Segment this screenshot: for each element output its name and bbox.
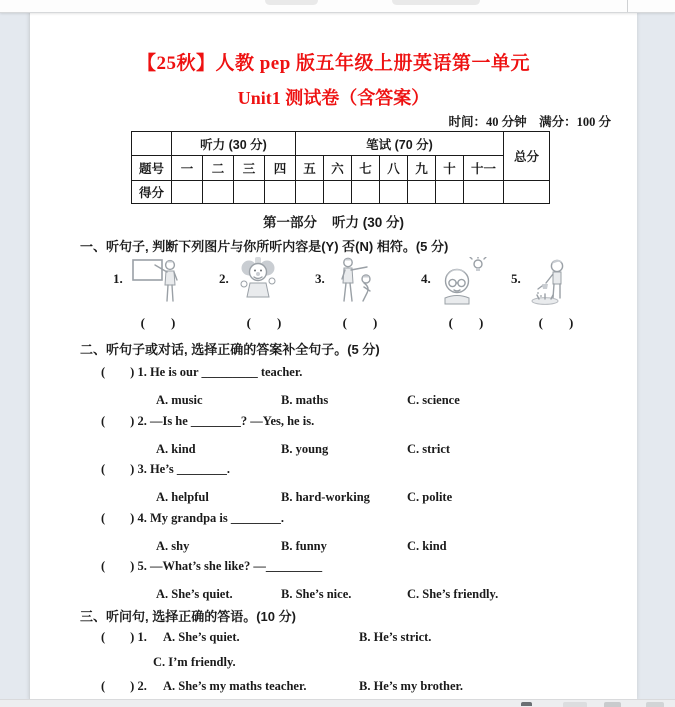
option-b: B. She’s nice. xyxy=(281,587,352,601)
picture-number: 2. xyxy=(219,271,229,286)
question-number-cell: 四 xyxy=(265,156,296,181)
score-entry-cell xyxy=(380,181,408,204)
option-a: A. kind xyxy=(156,441,196,456)
answer-bracket: ( ) xyxy=(342,315,378,330)
listening-mc-question xyxy=(101,510,447,560)
option-c: C. strict xyxy=(407,441,451,456)
boy-watering-plants-icon xyxy=(529,257,575,307)
listening-mc-question xyxy=(101,365,460,414)
question-number-cell: 八 xyxy=(380,156,408,181)
answer-bracket: ( ) xyxy=(140,315,176,330)
bottom-tool-icon-2[interactable] xyxy=(563,702,587,707)
picture-number: 1. xyxy=(113,271,123,286)
section1-title: 一、听句子, 判断下列图片与你所听内容是(Y) 否(N) 相符。(5 分) xyxy=(80,239,449,254)
score-label-cell: 得分 xyxy=(132,181,172,204)
option-b: B. He’s my brother. xyxy=(359,679,464,693)
part1-heading: 第一部分 听力 (30 分) xyxy=(262,215,404,230)
written-header-cell: 笔试 (70 分) xyxy=(296,132,504,156)
option-c: C. kind xyxy=(407,538,447,553)
option-b: B. young xyxy=(281,441,329,456)
question-stem: ( ) 4. My grandpa is ________. xyxy=(101,510,284,525)
option-a: A. helpful xyxy=(156,490,209,504)
option-c: C. polite xyxy=(407,490,453,504)
score-entry-cell xyxy=(265,181,296,204)
option-a: A. She’s quiet. xyxy=(163,630,240,644)
toolbar-divider xyxy=(627,0,628,12)
option-b: B. maths xyxy=(281,393,329,407)
question-number-cell: 一 xyxy=(172,156,203,181)
picture-item-man-pointing-with-child xyxy=(315,257,419,335)
option-b: B. He’s strict. xyxy=(359,630,432,644)
question-number-cell: 五 xyxy=(296,156,324,181)
total-header-cell: 总分 xyxy=(504,132,550,181)
document-page xyxy=(29,12,637,700)
time-score-info: 时间：40 分钟 满分：100 分 xyxy=(448,115,611,129)
option-c: C. I’m friendly. xyxy=(153,654,236,669)
option-a: A. shy xyxy=(156,538,190,553)
page-title-line1: 【25秋】人教 pep 版五年级上册英语第一单元 xyxy=(136,53,531,74)
question-number-cell: 二 xyxy=(203,156,234,181)
picture-item-teacher-at-blackboard xyxy=(113,257,217,335)
option-b: B. hard-working xyxy=(281,490,370,504)
picture-item-girl-with-lightbulb xyxy=(421,257,525,335)
option-a: A. She’s my maths teacher. xyxy=(163,679,307,693)
question-number-cell: 九 xyxy=(408,156,436,181)
option-a: A. She’s quiet. xyxy=(156,587,233,601)
section2-title: 二、听句子或对话, 选择正确的答案补全句子。(5 分) xyxy=(80,342,380,357)
question-stem: ( ) 2. xyxy=(101,679,147,693)
bottom-tool-icon-1[interactable] xyxy=(521,702,532,706)
picture-number: 5. xyxy=(511,271,521,286)
top-toolbar xyxy=(0,0,675,13)
picture-number: 3. xyxy=(315,271,325,286)
question-stem: ( ) 1. xyxy=(101,630,147,644)
question-number-cell: 六 xyxy=(324,156,352,181)
option-c: C. She’s friendly. xyxy=(407,587,499,601)
section3-title: 三、听问句, 选择正确的答语。(10 分) xyxy=(80,609,296,624)
question-stem: ( ) 3. He’s ________. xyxy=(101,462,231,476)
teacher-at-blackboard-icon xyxy=(131,257,183,307)
question-number-cell: 十一 xyxy=(464,156,504,181)
score-entry-cell xyxy=(172,181,203,204)
picture-item-clown xyxy=(219,257,323,335)
score-entry-cell xyxy=(464,181,504,204)
bottom-tool-icon-3[interactable] xyxy=(604,702,621,707)
score-entry-cell xyxy=(352,181,380,204)
bottom-tool-icon-4[interactable] xyxy=(646,702,664,707)
toolbar-button-hint-2[interactable] xyxy=(392,0,480,5)
score-entry-cell xyxy=(203,181,234,204)
question-number-cell: 十 xyxy=(436,156,464,181)
score-table xyxy=(131,131,550,204)
question-stem: ( ) 2. —Is he ________? —Yes, he is. xyxy=(101,413,315,428)
bottom-toolbar xyxy=(0,699,675,707)
option-a: A. music xyxy=(156,393,203,407)
listening-header-cell: 听力 (30 分) xyxy=(172,132,296,156)
page-title-line2: Unit1 测试卷（含答案） xyxy=(237,88,430,108)
question-stem: ( ) 5. —What’s she like? —_________ xyxy=(101,559,323,573)
score-entry-cell xyxy=(296,181,324,204)
toolbar-button-hint-1[interactable] xyxy=(265,0,318,5)
clown-icon xyxy=(237,257,279,307)
listening-mc-question xyxy=(101,462,453,511)
score-table-corner-cell xyxy=(132,132,172,156)
score-entry-cell xyxy=(436,181,464,204)
score-entry-cell xyxy=(324,181,352,204)
section2-questions xyxy=(101,365,499,608)
picture-number: 4. xyxy=(421,271,431,286)
answer-bracket: ( ) xyxy=(448,315,484,330)
answer-bracket: ( ) xyxy=(538,315,574,330)
question-number-cell: 三 xyxy=(234,156,265,181)
picture-item-boy-watering-plants xyxy=(511,257,615,335)
question-stem: ( ) 1. He is our _________ teacher. xyxy=(101,365,303,379)
man-pointing-with-child-icon xyxy=(333,257,381,307)
score-entry-cell xyxy=(234,181,265,204)
listening-mc-question xyxy=(101,413,451,463)
option-b: B. funny xyxy=(281,538,327,553)
listening-mc-question xyxy=(101,559,499,608)
total-entry-cell xyxy=(504,181,550,204)
question-number-label-cell: 题号 xyxy=(132,156,172,181)
question-number-cell: 七 xyxy=(352,156,380,181)
option-c: C. science xyxy=(407,393,460,407)
answer-bracket: ( ) xyxy=(246,315,282,330)
girl-with-lightbulb-icon xyxy=(439,257,487,307)
score-entry-cell xyxy=(408,181,436,204)
